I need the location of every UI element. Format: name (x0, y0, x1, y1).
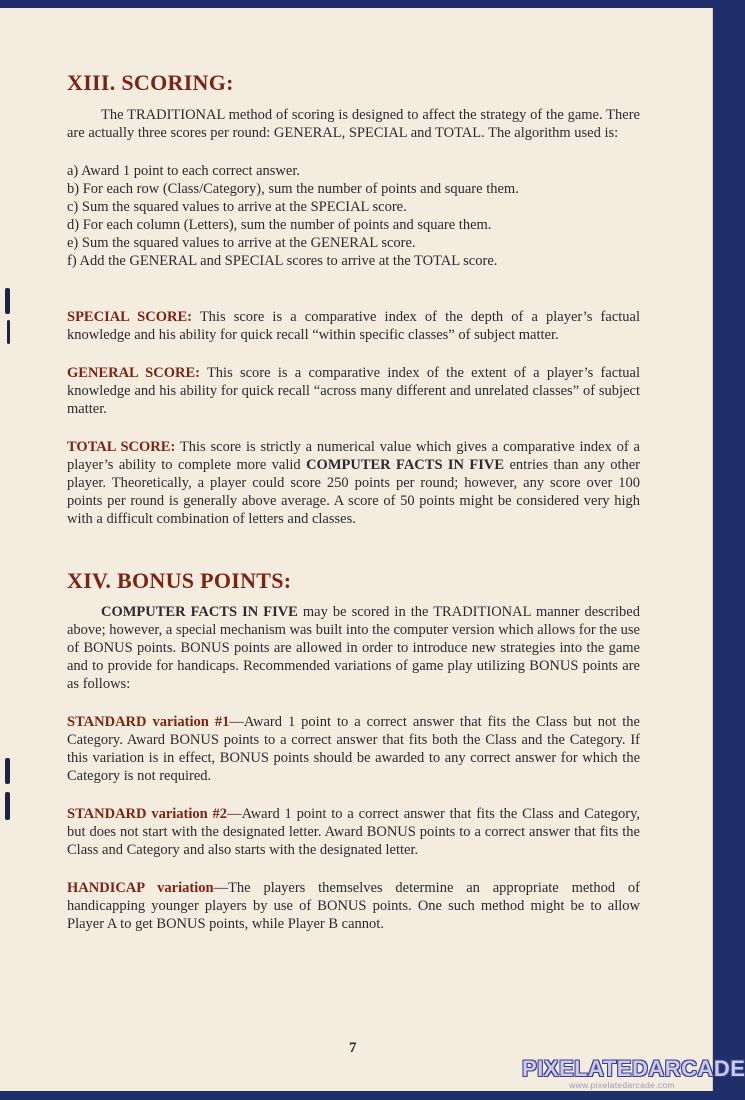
algorithm-step: f) Add the GENERAL and SPECIAL scores to arrive at the TOTAL score. (67, 253, 498, 269)
algorithm-step: d) For each column (Letters), sum the number of points and square them. (67, 217, 492, 233)
handicap-variation (67, 879, 640, 933)
binding-mark (5, 758, 10, 784)
site-watermark (522, 1056, 745, 1090)
page-number: 7 (349, 1040, 357, 1056)
watermark-title: PIXELATEDARCADE (522, 1056, 745, 1081)
manual-page (0, 8, 713, 1091)
algorithm-step: e) Sum the squared values to arrive at the GENERAL score. (67, 235, 416, 251)
total-score-paragraph (67, 438, 640, 528)
standard-variation-1 (67, 713, 640, 785)
total-score-text: entries than any other player. Theoretically, a player could score 250 points per round; however, any score over 100 points per round is generally above average. A score of 50 points might be considered very high with a difficult combination of letters and classes. (67, 457, 641, 527)
variation-2-text: —Award 1 point to a correct answer that fits the Class and Category, but does not start with the designated letter. Award BONUS points to a correct answer that fits the Class and Category and also starts with the designated letter. (67, 806, 641, 858)
handicap-text: —The players themselves determine an appropriate method of handicapping younger players by use of BONUS points. One such method might be to allow Player A to get BONUS points, while Player B cannot. (67, 880, 640, 932)
bonus-intro-text: may be scored in the TRADITIONAL manner described above; however, a special mechanism was built into the computer version which allows for the use of BONUS points. BONUS points are allowed in order to introduce new strategies into the game and to provide for handicaps. Recommended variations of game play utilizing BONUS points are as follows: (67, 604, 640, 692)
bonus-intro (67, 603, 640, 693)
special-score-paragraph (67, 308, 640, 344)
binding-mark (5, 792, 10, 820)
general-score-label: GENERAL SCORE: (67, 365, 200, 381)
total-score-text: This score is strictly a numerical value which gives a comparative index of a player’s ability to complete more valid (67, 439, 640, 473)
binding-mark (5, 288, 10, 314)
variation-1-label: STANDARD variation #1 (67, 714, 230, 730)
section-13-heading: XIII. SCORING: (67, 70, 234, 95)
handicap-label: HANDICAP variation (67, 880, 214, 896)
total-score-label: TOTAL SCORE: (67, 439, 176, 455)
algorithm-step: c) Sum the squared values to arrive at the SPECIAL score. (67, 199, 407, 215)
standard-variation-2 (67, 805, 640, 859)
algorithm-step: b) For each row (Class/Category), sum the number of points and square them. (67, 181, 519, 197)
product-name: COMPUTER FACTS IN FIVE (306, 457, 505, 473)
variation-2-label: STANDARD variation #2 (67, 806, 228, 822)
general-score-text: This score is a comparative index of the extent of a player’s factual knowledge and his ability for quick recall “across many different and unrelated classes” of subject matter. (67, 365, 640, 417)
variation-1-text: —Award 1 point to a correct answer that fits the Class but not the Category. Award BONUS points to a correct answer that fits both the Class and the Category. If this variation is in effect, BONUS points should be awarded to any correct answer for which the Category is not required. (67, 714, 640, 784)
scoring-intro: The TRADITIONAL method of scoring is designed to affect the strategy of the game. There are actually three scores per round: GENERAL, SPECIAL and TOTAL. The algorithm used is: (67, 107, 640, 141)
special-score-label: SPECIAL SCORE: (67, 309, 192, 325)
scoring-algorithm-steps (67, 162, 640, 270)
page-content (67, 70, 640, 933)
algorithm-step: a) Award 1 point to each correct answer. (67, 163, 300, 179)
general-score-paragraph (67, 364, 640, 418)
watermark-url: www.pixelatedarcade.com (569, 1080, 675, 1090)
binding-mark (7, 320, 10, 344)
product-name: COMPUTER FACTS IN FIVE (101, 604, 298, 620)
special-score-text: This score is a comparative index of the depth of a player’s factual knowledge and his ability for quick recall “within specific classes” of subject matter. (67, 309, 640, 343)
section-14-heading: XIV. BONUS POINTS: (67, 568, 292, 593)
